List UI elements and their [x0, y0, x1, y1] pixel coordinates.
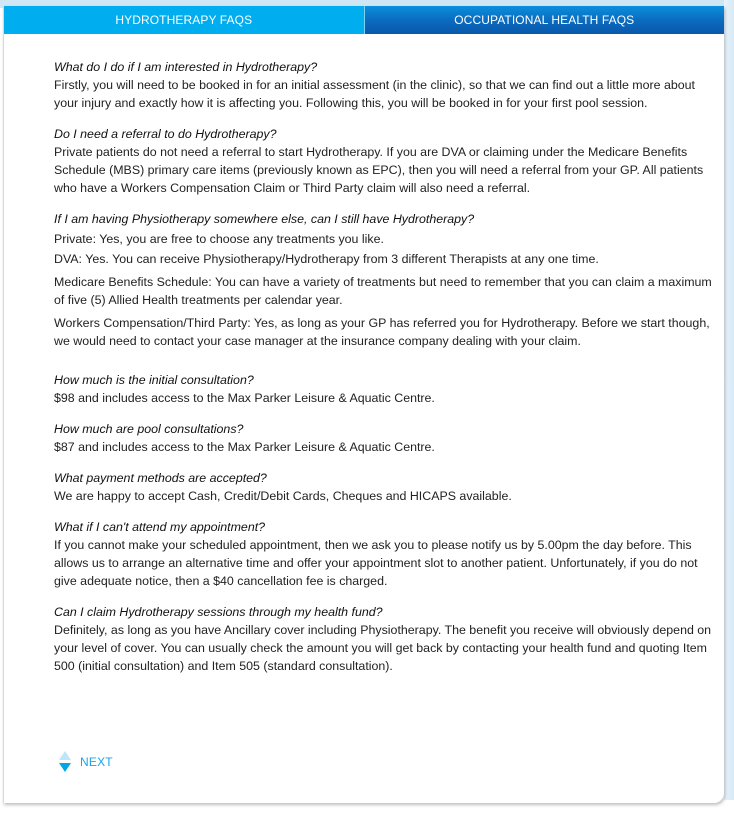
faq-item [54, 371, 716, 407]
faq-item [54, 58, 716, 112]
next-button[interactable] [58, 751, 113, 772]
faq-answer: If you cannot make your scheduled appointment, then we ask you to please notify us by 5.00pm the day before. This allows us to arrange an alternative time and offer your appointment slot to another patient. Unfortunately, if you do not give adequate notice, then a $40 cancellation fee is charged. [54, 538, 698, 588]
faq-answer: Definitely, as long as you have Ancillary cover including Physiotherapy. The benefit you receive will obviously depend on your level of cover. You can usually check the amount you will get back by contacting your health fund and quoting Item 500 (initial consultation) and Item 505 (standard consultation). [54, 623, 712, 673]
faq-answer: $87 and includes access to the Max Parker Leisure & Aquatic Centre. [54, 440, 435, 454]
faq-item [54, 469, 716, 505]
tab-label: HYDROTHERAPY FAQS [115, 13, 253, 27]
tab-hydrotherapy-faqs[interactable] [4, 6, 365, 34]
faq-item [54, 603, 716, 675]
faq-answer: Private patients do not need a referral to start Hydrotherapy. If you are DVA or claiming under the Medicare Benefits Schedule (MBS) primary care items (previously known as EPC), then you will need a referral from your GP. All patients who have a Workers Compensation Claim or Third Party claim will also need a referral. [54, 145, 704, 195]
faq-answer: Private: Yes, you are free to choose any treatments you like. [54, 232, 384, 246]
tab-label: OCCUPATIONAL HEALTH FAQS [454, 13, 635, 27]
faq-answer: Firstly, you will need to be booked in for an initial assessment (in the clinic), so that we can find out a little more about your injury and exactly how it is affecting you. Following this, you will be booked in for your first pool session. [54, 78, 695, 110]
faq-question: Do I need a referral to do Hydrotherapy? [54, 127, 277, 141]
arrow-down-icon[interactable] [59, 763, 71, 772]
faq-item [54, 420, 716, 456]
faq-question: If I am having Physiotherapy somewhere else, can I still have Hydrotherapy? [54, 212, 475, 226]
faq-question: What if I can't attend my appointment? [54, 520, 266, 534]
faq-answer: We are happy to accept Cash, Credit/Debit Cards, Cheques and HICAPS available. [54, 489, 512, 503]
faq-answer: $98 and includes access to the Max Parker Leisure & Aquatic Centre. [54, 391, 435, 405]
faq-answer: Workers Compensation/Third Party: Yes, as long as your GP has referred you for Hydrotherapy. Before we start though, we would need to contact your case manager at the insurance company dealing with your claim. [54, 316, 710, 348]
scroll-arrows [58, 751, 72, 772]
arrow-up-icon[interactable] [59, 751, 71, 760]
faq-content [54, 58, 716, 688]
faq-question: How much are pool consultations? [54, 422, 244, 436]
right-frame-strip [724, 0, 734, 800]
faq-question: What payment methods are accepted? [54, 471, 267, 485]
faq-answer: DVA: Yes. You can receive Physiotherapy/Hydrotherapy from 3 different Therapists at any one time. [54, 252, 599, 266]
faq-item [54, 518, 716, 590]
faq-item [54, 210, 716, 350]
faq-answer: Medicare Benefits Schedule: You can have a variety of treatments but need to remember that you can claim a maximum of five (5) Allied Health treatments per calendar year. [54, 275, 712, 307]
tab-occupational-health-faqs[interactable] [365, 6, 725, 34]
faq-question: What do I do if I am interested in Hydrotherapy? [54, 60, 318, 74]
faq-question: Can I claim Hydrotherapy sessions through my health fund? [54, 605, 383, 619]
faq-item [54, 125, 716, 197]
faq-tabs [4, 6, 724, 34]
faq-question: How much is the initial consultation? [54, 373, 254, 387]
next-label[interactable]: NEXT [80, 754, 113, 769]
